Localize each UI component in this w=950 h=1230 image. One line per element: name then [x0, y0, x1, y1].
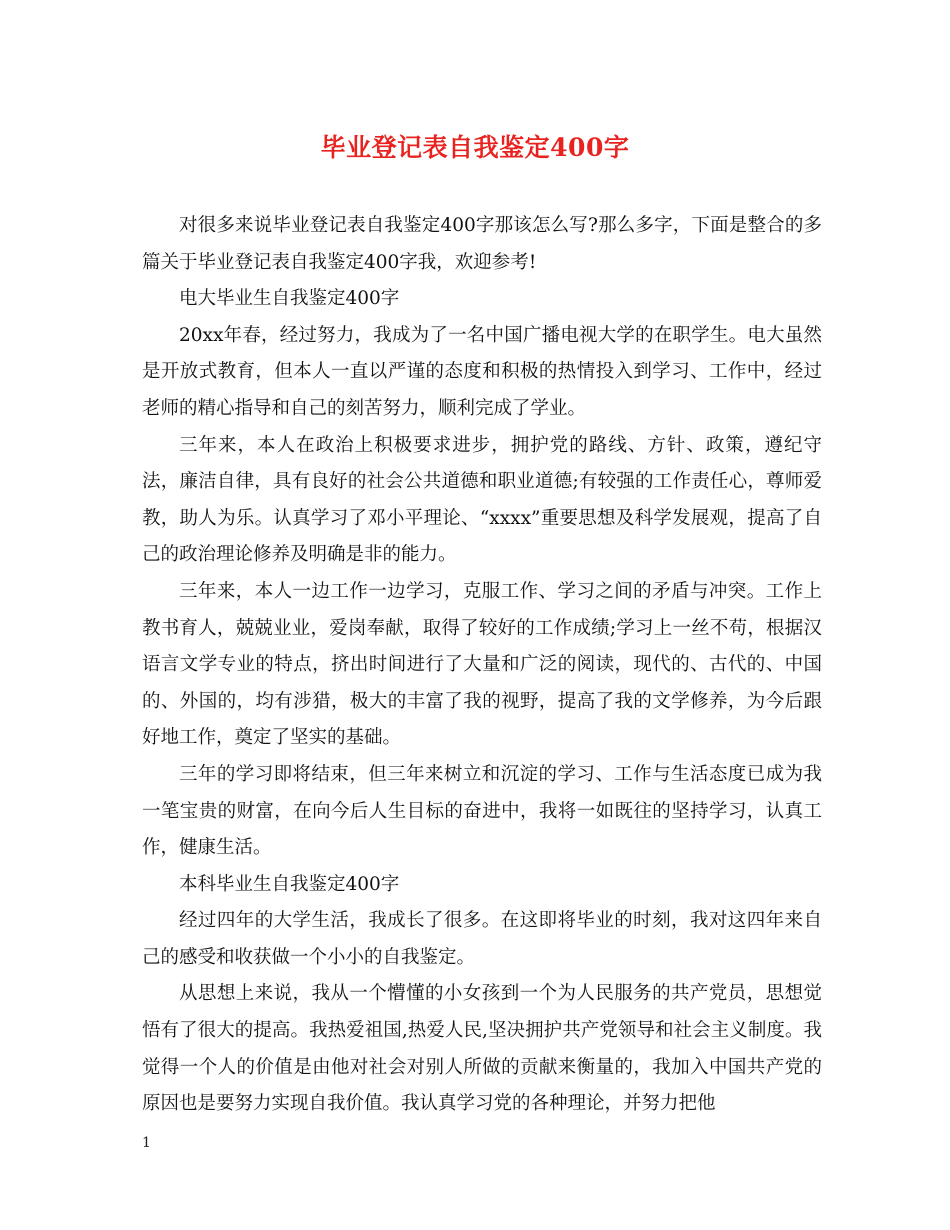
intro-paragraph: 对很多来说毕业登记表自我鉴定400字那该怎么写?那么多字，下面是整合的多篇关于毕业登记表自我鉴定400字我，欢迎参考!	[142, 215, 822, 273]
section-heading-undergraduate: 本科毕业生自我鉴定400字	[179, 873, 400, 895]
page-number: 1	[142, 1135, 151, 1151]
body-paragraph: 经过四年的大学生活，我成长了很多。在这即将毕业的时刻，我对这四年来自己的感受和收获做一个小小的自我鉴定。	[142, 910, 822, 968]
page-title: 毕业登记表自我鉴定400字	[320, 133, 630, 162]
document-body	[142, 208, 822, 1123]
body-paragraph: 三年来，本人一边工作一边学习，克服工作、学习之间的矛盾与冲突。工作上教书育人，兢兢业业，爱岗奉献，取得了较好的工作成绩;学习上一丝不苟，根据汉语言文学专业的特点，挤出时间进行了大量和广泛的阅读，现代的、古代的、中国的、外国的，均有涉猎，极大的丰富了我的视野，提高了我的文学修养，为今后跟好地工作，奠定了坚实的基础。	[142, 580, 822, 749]
section-heading-diploma: 电大毕业生自我鉴定400字	[179, 288, 400, 310]
body-paragraph: 从思想上来说，我从一个懵懂的小女孩到一个为人民服务的共产党员，思想觉悟有了很大的提高。我热爱祖国,热爱人民,坚决拥护共产党领导和社会主义制度。我觉得一个人的价值是由他对社会对别人所做的贡献来衡量的，我加入中国共产党的原因也是要努力实现自我价值。我认真学习党的各种理论，并努力把他	[142, 983, 822, 1115]
body-paragraph: 三年的学习即将结束，但三年来树立和沉淀的学习、工作与生活态度已成为我一笔宝贵的财富，在向今后人生目标的奋进中，我将一如既往的坚持学习，认真工作，健康生活。	[142, 763, 822, 859]
body-paragraph: 20xx年春，经过努力，我成为了一名中国广播电视大学的在职学生。电大虽然是开放式教育，但本人一直以严谨的态度和积极的热情投入到学习、工作中，经过老师的精心指导和自己的刻苦努力，顺利完成了学业。	[142, 324, 822, 419]
body-paragraph: 三年来，本人在政治上积极要求进步，拥护党的路线、方针、政策，遵纪守法，廉洁自律，具有良好的社会公共道德和职业道德;有较强的工作责任心，尊师爱教，助人为乐。认真学习了邓小平理论、“xxxx”重要思想及科学发展观，提高了自己的政治理论修养及明确是非的能力。	[142, 434, 822, 566]
